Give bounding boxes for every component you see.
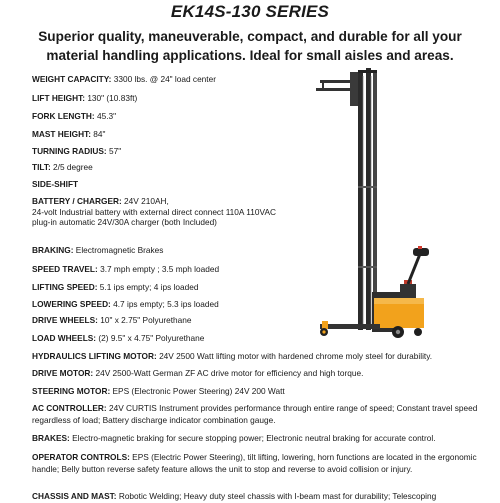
fork-carriage	[316, 72, 362, 106]
stacker-illustration	[300, 66, 460, 346]
page-title: EK14S-130 SERIES	[170, 2, 330, 21]
spec-chassis-and-mast: CHASSIS AND MAST: Robotic Welding; Heavy duty steel chassis with I-beam mast for durability; Telescoping	[32, 491, 437, 501]
spec-mast-height: MAST HEIGHT: 84"	[32, 129, 106, 139]
spec-side-shift: SIDE-SHIFT	[32, 179, 79, 189]
spec-battery-charger: BATTERY / CHARGER: 24V 210AH, 24-volt Industrial battery with external direct connect 110A 110VAC plug-in automatic 24V/30A charger (both Included)	[32, 196, 282, 228]
spec-hydraulics-lifting-motor: HYDRAULICS LIFTING MOTOR: 24V 2500 Watt lifting motor with hardened chrome moly steel for durability.	[32, 351, 433, 361]
spec-brakes: BRAKES: Electro-magnetic braking for secure stopping power; Electronic neutral braking for accurate control.	[32, 433, 436, 443]
spec-braking: BRAKING: Electromagnetic Brakes	[32, 245, 164, 255]
spec-fork-length: FORK LENGTH: 45.3"	[32, 111, 117, 121]
spec-battery-detail: 24-volt Industrial battery with external direct connect 110A 110VAC plug-in automatic 24V/30A charger (both Included)	[32, 206, 276, 227]
tiller-handle	[408, 246, 429, 284]
mast	[358, 68, 377, 330]
spec-ac-controller: AC CONTROLLER: 24V CURTIS Instrument provides performance through entire range of speed; Constant travel speed regardless of load; Battery discharge indicator combination gauge.	[32, 403, 478, 425]
spec-lifting-speed: LIFTING SPEED: 5.1 ips empty; 4 ips loaded	[32, 282, 199, 292]
subtitle-line-1: Superior quality, maneuverable, compact, and durable for all your	[38, 29, 462, 44]
spec-drive-motor: DRIVE MOTOR: 24V 2500-Watt German ZF AC drive motor for efficiency and high torque.	[32, 368, 364, 378]
spec-load-wheels: LOAD WHEELS: (2) 9.5" x 4.75" Polyurethane	[32, 333, 205, 343]
spec-lift-height: LIFT HEIGHT: 130" (10.83ft)	[32, 93, 138, 103]
spec-drive-wheels: DRIVE WHEELS: 10" x 2.75" Polyurethane	[32, 315, 192, 325]
spec-lowering-speed: LOWERING SPEED: 4.7 ips empty; 5.3 ips loaded	[32, 299, 219, 309]
spec-operator-controls: OPERATOR CONTROLS: EPS (Electric Power Steering), tilt lifting, lowering, horn functions are located in the ergonomic handle; Belly button reverse safety feature allows the unit to stop and reverse to avoid collision or injury.	[32, 452, 477, 474]
spec-turning-radius: TURNING RADIUS: 57"	[32, 146, 122, 156]
spec-tilt: TILT: 2/5 degree	[32, 162, 93, 172]
page-subtitle	[8, 27, 492, 65]
spec-steering-motor: STEERING MOTOR: EPS (Electronic Power Steering) 24V 200 Watt	[32, 386, 285, 396]
spec-weight-capacity: WEIGHT CAPACITY: 3300 lbs. @ 24" load center	[32, 74, 216, 84]
subtitle-line-2: material handling applications. Ideal for small aisles and areas.	[46, 48, 454, 63]
spec-speed-travel: SPEED TRAVEL: 3.7 mph empty ; 3.5 mph loaded	[32, 264, 220, 274]
